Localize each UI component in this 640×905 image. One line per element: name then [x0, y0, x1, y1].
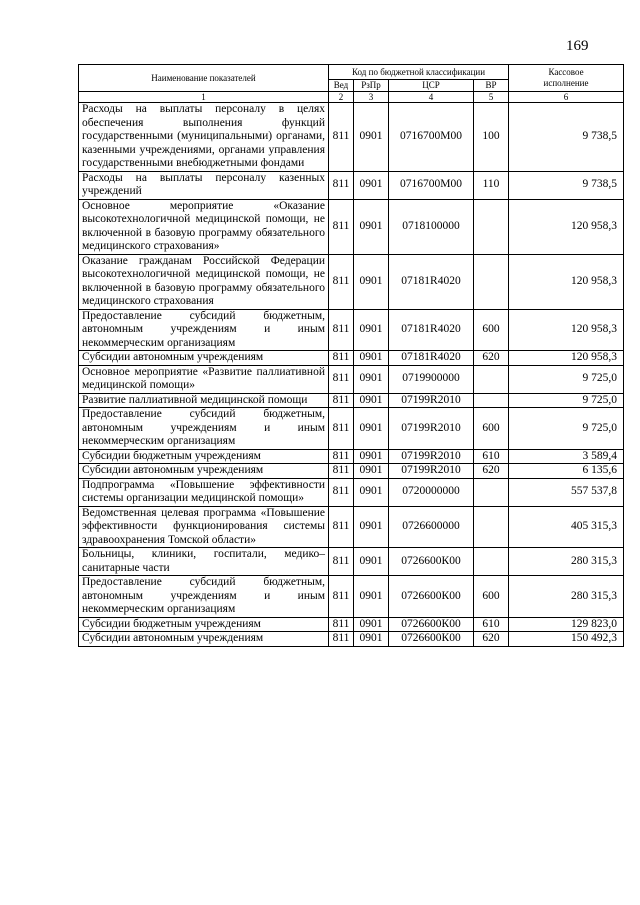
- row-vr: 620: [474, 351, 509, 366]
- header-num-4: 4: [389, 92, 474, 103]
- row-vr: 100: [474, 103, 509, 172]
- row-amount: 9 738,5: [509, 103, 624, 172]
- header-cash-line1: Кассовое: [548, 67, 584, 77]
- row-csr: 0726600К00: [389, 548, 474, 576]
- row-csr: 07199R2010: [389, 449, 474, 464]
- row-csr: 07199R2010: [389, 393, 474, 408]
- table-row: [79, 103, 624, 172]
- row-rzpr: 0901: [354, 103, 389, 172]
- row-vr: 600: [474, 309, 509, 351]
- row-ved: 811: [329, 103, 354, 172]
- row-rzpr: 0901: [354, 408, 389, 450]
- row-amount: 9 725,0: [509, 408, 624, 450]
- row-ved: 811: [329, 478, 354, 506]
- row-ved: 811: [329, 351, 354, 366]
- row-csr: 07181R4020: [389, 351, 474, 366]
- row-ved: 811: [329, 393, 354, 408]
- row-vr: [474, 254, 509, 309]
- row-vr: [474, 365, 509, 393]
- row-csr: 0718100000: [389, 199, 474, 254]
- row-name: Оказание гражданам Российской Федерации высокотехнологичной медицинской помощи, не включенной в базовую программу обязательного медицинского страхования: [79, 254, 329, 309]
- header-rzpr: РзПр: [354, 80, 389, 92]
- row-name: Предоставление субсидий бюджетным, автономным учреждениям и иным некоммерческим организациям: [79, 408, 329, 450]
- row-vr: 600: [474, 408, 509, 450]
- row-csr: 0726600К00: [389, 576, 474, 618]
- row-name: Основное мероприятие «Развитие паллиативной медицинской помощи»: [79, 365, 329, 393]
- table-row: [79, 478, 624, 506]
- page-number: 169: [566, 38, 589, 54]
- row-amount: 9 725,0: [509, 393, 624, 408]
- table-row: [79, 408, 624, 450]
- row-csr: 0719900000: [389, 365, 474, 393]
- row-csr: 0716700М00: [389, 171, 474, 199]
- row-amount: 557 537,8: [509, 478, 624, 506]
- row-vr: 610: [474, 617, 509, 632]
- header-csr: ЦСР: [389, 80, 474, 92]
- row-rzpr: 0901: [354, 506, 389, 548]
- row-vr: [474, 548, 509, 576]
- row-vr: 610: [474, 449, 509, 464]
- row-amount: 6 135,6: [509, 464, 624, 479]
- row-name: Субсидии автономным учреждениям: [79, 351, 329, 366]
- table-row: [79, 617, 624, 632]
- row-name: Ведомственная целевая программа «Повышение эффективности функционирования системы здравоохранения Томской области»: [79, 506, 329, 548]
- table-row: [79, 506, 624, 548]
- row-ved: 811: [329, 408, 354, 450]
- row-rzpr: 0901: [354, 464, 389, 479]
- row-ved: 811: [329, 199, 354, 254]
- row-rzpr: 0901: [354, 393, 389, 408]
- row-rzpr: 0901: [354, 449, 389, 464]
- row-rzpr: 0901: [354, 199, 389, 254]
- row-amount: 150 492,3: [509, 632, 624, 647]
- row-csr: 0726600К00: [389, 617, 474, 632]
- row-csr: 07181R4020: [389, 309, 474, 351]
- row-ved: 811: [329, 171, 354, 199]
- header-cash-execution: [509, 65, 624, 92]
- row-ved: 811: [329, 464, 354, 479]
- row-ved: 811: [329, 309, 354, 351]
- table-row: [79, 576, 624, 618]
- row-csr: 0726600000: [389, 506, 474, 548]
- row-csr: 0720000000: [389, 478, 474, 506]
- table-row: [79, 254, 624, 309]
- row-rzpr: 0901: [354, 478, 389, 506]
- table-row: [79, 548, 624, 576]
- row-name: Предоставление субсидий бюджетным, автономным учреждениям и иным некоммерческим организациям: [79, 576, 329, 618]
- row-rzpr: 0901: [354, 576, 389, 618]
- row-csr: 0716700М00: [389, 103, 474, 172]
- row-rzpr: 0901: [354, 365, 389, 393]
- row-csr: 07199R2010: [389, 464, 474, 479]
- row-amount: 120 958,3: [509, 199, 624, 254]
- row-ved: 811: [329, 617, 354, 632]
- row-name: Субсидии бюджетным учреждениям: [79, 449, 329, 464]
- row-ved: 811: [329, 548, 354, 576]
- row-rzpr: 0901: [354, 254, 389, 309]
- table-row: [79, 632, 624, 647]
- row-ved: 811: [329, 449, 354, 464]
- row-ved: 811: [329, 632, 354, 647]
- table-row: [79, 199, 624, 254]
- row-vr: [474, 393, 509, 408]
- row-vr: 620: [474, 632, 509, 647]
- row-amount: 120 958,3: [509, 254, 624, 309]
- row-vr: 620: [474, 464, 509, 479]
- row-amount: 280 315,3: [509, 548, 624, 576]
- row-vr: 110: [474, 171, 509, 199]
- row-amount: 120 958,3: [509, 351, 624, 366]
- table-header: [79, 65, 624, 103]
- row-amount: 405 315,3: [509, 506, 624, 548]
- row-ved: 811: [329, 365, 354, 393]
- row-amount: 9 738,5: [509, 171, 624, 199]
- row-amount: 9 725,0: [509, 365, 624, 393]
- row-vr: [474, 506, 509, 548]
- row-rzpr: 0901: [354, 632, 389, 647]
- row-name: Предоставление субсидий бюджетным, автономным учреждениям и иным некоммерческим организациям: [79, 309, 329, 351]
- row-csr: 07199R2010: [389, 408, 474, 450]
- row-ved: 811: [329, 506, 354, 548]
- row-amount: 3 589,4: [509, 449, 624, 464]
- row-name: Субсидии бюджетным учреждениям: [79, 617, 329, 632]
- row-name: Расходы на выплаты персоналу в целях обеспечения выполнения функций государственными (муниципальными) органами, казенными учреждениями, органами управления государственными внебюджетными фондами: [79, 103, 329, 172]
- row-rzpr: 0901: [354, 309, 389, 351]
- header-name-column: Наименование показателей: [79, 65, 329, 92]
- table-row: [79, 365, 624, 393]
- row-name: Подпрограмма «Повышение эффективности системы организации медицинской помощи»: [79, 478, 329, 506]
- header-num-2: 2: [329, 92, 354, 103]
- row-csr: 0726600К00: [389, 632, 474, 647]
- row-rzpr: 0901: [354, 351, 389, 366]
- header-ved: Вед: [329, 80, 354, 92]
- table-row: [79, 351, 624, 366]
- header-num-6: 6: [509, 92, 624, 103]
- row-name: Больницы, клиники, госпитали, медико–санитарные части: [79, 548, 329, 576]
- header-num-3: 3: [354, 92, 389, 103]
- row-rzpr: 0901: [354, 617, 389, 632]
- row-amount: 280 315,3: [509, 576, 624, 618]
- row-name: Субсидии автономным учреждениям: [79, 464, 329, 479]
- table-row: [79, 464, 624, 479]
- row-vr: [474, 478, 509, 506]
- row-amount: 129 823,0: [509, 617, 624, 632]
- row-amount: 120 958,3: [509, 309, 624, 351]
- row-rzpr: 0901: [354, 548, 389, 576]
- row-rzpr: 0901: [354, 171, 389, 199]
- header-cash-line2: исполнение: [543, 78, 589, 88]
- row-name: Субсидии автономным учреждениям: [79, 632, 329, 647]
- row-vr: [474, 199, 509, 254]
- row-name: Основное мероприятие «Оказание высокотехнологичной медицинской помощи, не включенной в базовую программу обязательного медицинского страхования»: [79, 199, 329, 254]
- table-row: [79, 309, 624, 351]
- header-num-1: 1: [79, 92, 329, 103]
- row-csr: 07181R4020: [389, 254, 474, 309]
- row-name: Развитие паллиативной медицинской помощи: [79, 393, 329, 408]
- header-vr: ВР: [474, 80, 509, 92]
- table-row: [79, 171, 624, 199]
- row-name: Расходы на выплаты персоналу казенных учреждений: [79, 171, 329, 199]
- header-num-5: 5: [474, 92, 509, 103]
- table-row: [79, 393, 624, 408]
- row-ved: 811: [329, 254, 354, 309]
- budget-table: [78, 64, 624, 647]
- row-vr: 600: [474, 576, 509, 618]
- header-code-group: Код по бюджетной классификации: [329, 65, 509, 80]
- row-ved: 811: [329, 576, 354, 618]
- table-row: [79, 449, 624, 464]
